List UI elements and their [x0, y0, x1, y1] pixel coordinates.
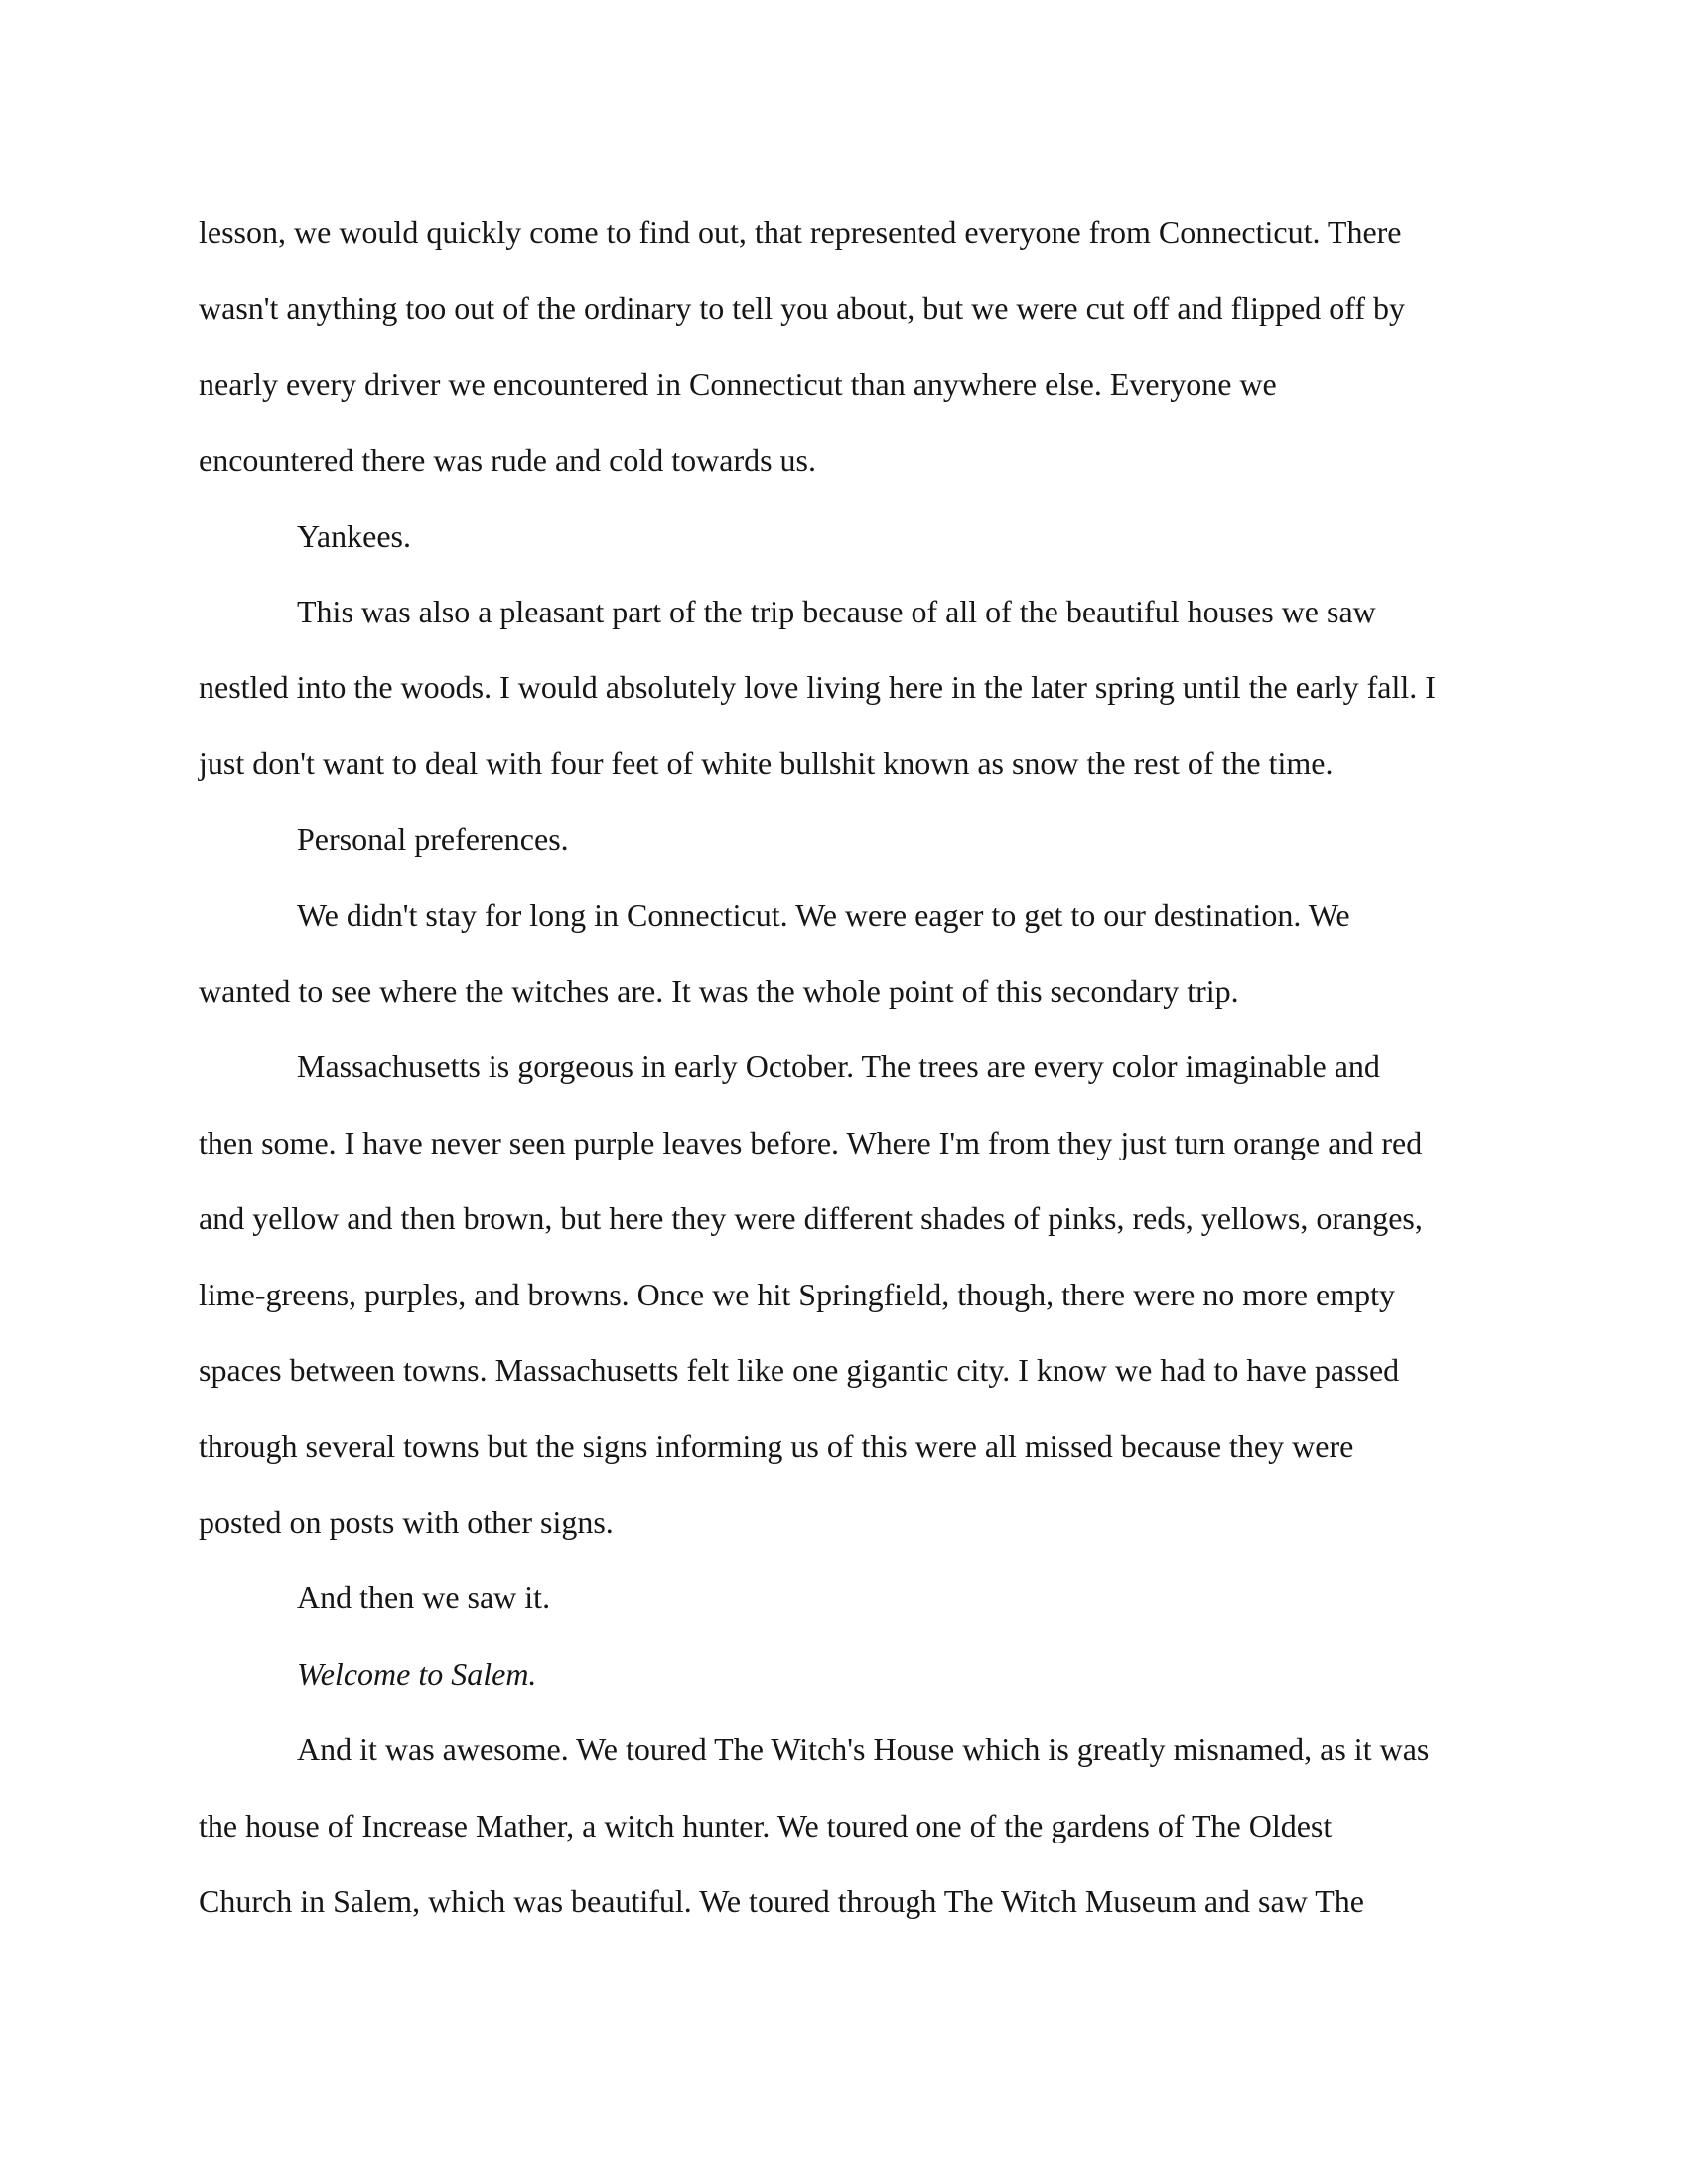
text-line: lesson, we would quickly come to find out, that represented everyone from Connecticut. There: [199, 214, 1402, 250]
text-line: just don't want to deal with four feet of white bullshit known as snow the rest of the time.: [199, 745, 1334, 781]
text-line: wanted to see where the witches are. It was the whole point of this secondary trip.: [199, 973, 1239, 1010]
text-line: This was also a pleasant part of the trip because of all of the beautiful houses we saw: [297, 594, 1376, 630]
text-line: Yankees.: [297, 517, 411, 554]
text-line: Massachusetts is gorgeous in early October. The trees are every color imaginable and: [297, 1048, 1380, 1085]
text-line: Welcome to Salem.: [297, 1655, 537, 1692]
text-line: nestled into the woods. I would absolutely love living here in the later spring until the early fall. I: [199, 669, 1436, 706]
text-line: nearly every driver we encountered in Connecticut than anywhere else. Everyone we: [199, 365, 1277, 402]
paragraph-destination: [199, 878, 1499, 1029]
paragraph-yankees: [199, 498, 1499, 574]
text-line: And then we saw it.: [297, 1579, 551, 1616]
text-line: posted on posts with other signs.: [199, 1503, 614, 1540]
body-text: [199, 195, 1499, 1939]
text-line: Personal preferences.: [297, 821, 569, 858]
text-line: wasn't anything too out of the ordinary to tell you about, but we were cut off and flipped off by: [199, 290, 1405, 327]
text-line: through several towns but the signs informing us of this were all missed because they were: [199, 1428, 1354, 1464]
paragraph-massachusetts: [199, 1028, 1499, 1560]
text-line: and yellow and then brown, but here they were different shades of pinks, reds, yellows, oranges,: [199, 1200, 1423, 1237]
paragraph-salem-tours: [199, 1711, 1499, 1939]
paragraph-connecticut-drivers: [199, 195, 1499, 498]
text-line: We didn't stay for long in Connecticut. We were eager to get to our destination. We: [297, 896, 1350, 933]
paragraph-then-we-saw-it: [199, 1560, 1499, 1635]
paragraph-beautiful-houses: [199, 574, 1499, 801]
text-line: encountered there was rude and cold towards us.: [199, 442, 816, 478]
text-line: then some. I have never seen purple leaves before. Where I'm from they just turn orange and red: [199, 1124, 1423, 1160]
text-line: And it was awesome. We toured The Witch's House which is greatly misnamed, as it was: [297, 1731, 1430, 1768]
text-line: spaces between towns. Massachusetts felt like one gigantic city. I know we had to have passed: [199, 1352, 1400, 1389]
text-line: the house of Increase Mather, a witch hunter. We toured one of the gardens of The Oldest: [199, 1807, 1333, 1843]
paragraph-welcome-to-salem: [199, 1636, 1499, 1711]
text-line: lime-greens, purples, and browns. Once we hit Springfield, though, there were no more empty: [199, 1276, 1396, 1312]
paragraph-personal-preferences: [199, 801, 1499, 877]
text-line: Church in Salem, which was beautiful. We toured through The Witch Museum and saw The: [199, 1882, 1364, 1919]
